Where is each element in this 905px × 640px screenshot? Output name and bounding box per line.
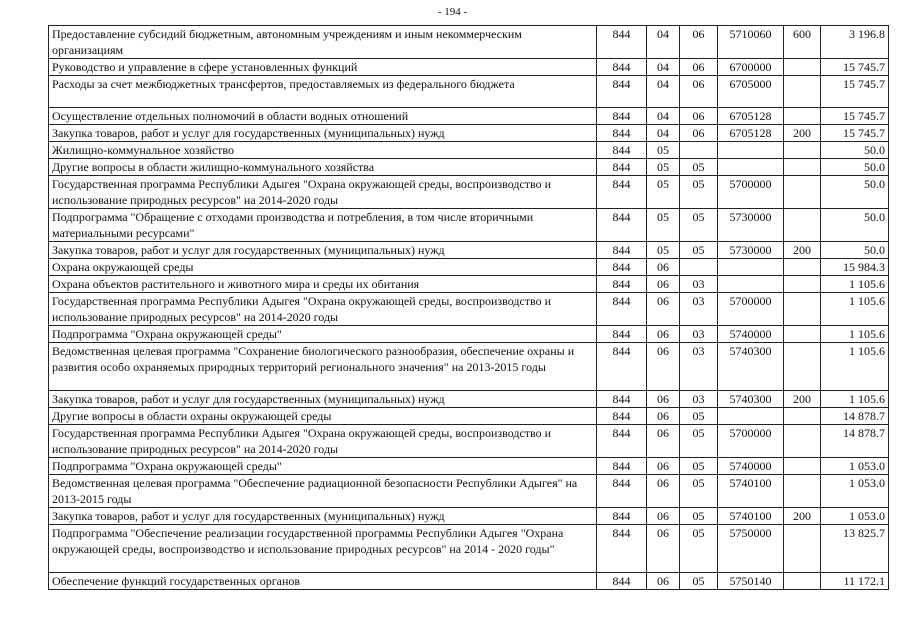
table-row [49, 59, 889, 76]
amount-cell: 14 878.7 [821, 408, 889, 425]
ministry-code-cell: 844 [597, 573, 647, 590]
expense-type-cell: 200 [784, 391, 821, 408]
ministry-code-cell: 844 [597, 525, 647, 573]
subsection-code-cell: 05 [680, 508, 718, 525]
subsection-code-cell: 03 [680, 276, 718, 293]
expense-type-cell [784, 76, 821, 108]
row-name-cell: Предоставление субсидий бюджетным, автономным учреждениям и иным некоммерческим организациям [49, 26, 597, 59]
amount-cell: 1 053.0 [821, 475, 889, 508]
table-row [49, 276, 889, 293]
row-name-cell: Другие вопросы в области жилищно-коммунального хозяйства [49, 159, 597, 176]
section-code-cell: 06 [647, 508, 680, 525]
section-code-cell: 04 [647, 59, 680, 76]
expense-type-cell [784, 59, 821, 76]
target-article-cell: 5740100 [718, 475, 784, 508]
expense-type-cell: 200 [784, 242, 821, 259]
table-row [49, 209, 889, 242]
target-article-cell: 5730000 [718, 242, 784, 259]
subsection-code-cell: 03 [680, 326, 718, 343]
target-article-cell: 5740300 [718, 343, 784, 391]
section-code-cell: 05 [647, 176, 680, 209]
expense-type-cell [784, 209, 821, 242]
table-row [49, 259, 889, 276]
row-name-cell: Подпрограмма "Охрана окружающей среды" [49, 458, 597, 475]
row-name-cell: Подпрограмма "Обращение с отходами производства и потребления, в том числе вторичными материальными ресурсами" [49, 209, 597, 242]
ministry-code-cell: 844 [597, 391, 647, 408]
section-code-cell: 06 [647, 391, 680, 408]
subsection-code-cell: 03 [680, 293, 718, 326]
ministry-code-cell: 844 [597, 159, 647, 176]
expense-type-cell [784, 458, 821, 475]
amount-cell: 1 053.0 [821, 458, 889, 475]
amount-cell: 1 105.6 [821, 293, 889, 326]
section-code-cell: 04 [647, 76, 680, 108]
subsection-code-cell: 06 [680, 108, 718, 125]
ministry-code-cell: 844 [597, 293, 647, 326]
target-article-cell [718, 142, 784, 159]
section-code-cell: 05 [647, 209, 680, 242]
amount-cell: 1 105.6 [821, 391, 889, 408]
section-code-cell: 06 [647, 293, 680, 326]
expense-type-cell [784, 276, 821, 293]
ministry-code-cell: 844 [597, 242, 647, 259]
row-name-cell: Осуществление отдельных полномочий в области водных отношений [49, 108, 597, 125]
subsection-code-cell: 05 [680, 573, 718, 590]
section-code-cell: 04 [647, 108, 680, 125]
expense-type-cell [784, 525, 821, 573]
table-body [49, 26, 889, 590]
row-name-cell: Жилищно-коммунальное хозяйство [49, 142, 597, 159]
table-row [49, 343, 889, 391]
section-code-cell: 05 [647, 242, 680, 259]
subsection-code-cell: 05 [680, 159, 718, 176]
amount-cell: 50.0 [821, 142, 889, 159]
target-article-cell: 5750140 [718, 573, 784, 590]
subsection-code-cell: 03 [680, 343, 718, 391]
ministry-code-cell: 844 [597, 76, 647, 108]
amount-cell: 13 825.7 [821, 525, 889, 573]
section-code-cell: 06 [647, 573, 680, 590]
amount-cell: 1 105.6 [821, 276, 889, 293]
table-row [49, 525, 889, 573]
expense-type-cell [784, 326, 821, 343]
expense-type-cell [784, 159, 821, 176]
ministry-code-cell: 844 [597, 108, 647, 125]
target-article-cell: 5700000 [718, 176, 784, 209]
section-code-cell: 06 [647, 276, 680, 293]
table-row [49, 125, 889, 142]
amount-cell: 15 745.7 [821, 108, 889, 125]
table-row [49, 26, 889, 59]
target-article-cell [718, 408, 784, 425]
amount-cell: 1 105.6 [821, 343, 889, 391]
table-row [49, 425, 889, 458]
target-article-cell: 5700000 [718, 425, 784, 458]
row-name-cell: Государственная программа Республики Адыгея "Охрана окружающей среды, воспроизводство и использование природных ресурсов" на 2014-2020 годы [49, 176, 597, 209]
ministry-code-cell: 844 [597, 326, 647, 343]
subsection-code-cell: 06 [680, 59, 718, 76]
row-name-cell: Государственная программа Республики Адыгея "Охрана окружающей среды, воспроизводство и использование природных ресурсов" на 2014-2020 годы [49, 425, 597, 458]
table-row [49, 391, 889, 408]
section-code-cell: 06 [647, 343, 680, 391]
amount-cell: 15 984.3 [821, 259, 889, 276]
target-article-cell: 6705128 [718, 108, 784, 125]
row-name-cell: Ведомственная целевая программа "Обеспечение радиационной безопасности Республики Адыгея" на 2013-2015 годы [49, 475, 597, 508]
budget-table [48, 25, 889, 590]
subsection-code-cell [680, 259, 718, 276]
subsection-code-cell: 05 [680, 475, 718, 508]
amount-cell: 15 745.7 [821, 76, 889, 108]
table-row [49, 326, 889, 343]
subsection-code-cell: 05 [680, 408, 718, 425]
row-name-cell: Обеспечение функций государственных органов [49, 573, 597, 590]
expense-type-cell [784, 142, 821, 159]
amount-cell: 50.0 [821, 159, 889, 176]
target-article-cell [718, 159, 784, 176]
subsection-code-cell: 05 [680, 209, 718, 242]
target-article-cell: 6700000 [718, 59, 784, 76]
target-article-cell: 5700000 [718, 293, 784, 326]
row-name-cell: Ведомственная целевая программа "Сохранение биологического разнообразия, обеспечение охраны и развития особо охраняемых природных территорий регионального значения" на 2013-2015 годы [49, 343, 597, 391]
page-number: - 194 - [437, 6, 468, 18]
table-row [49, 176, 889, 209]
amount-cell: 15 745.7 [821, 125, 889, 142]
amount-cell: 50.0 [821, 209, 889, 242]
expense-type-cell [784, 475, 821, 508]
expense-type-cell [784, 343, 821, 391]
ministry-code-cell: 844 [597, 408, 647, 425]
section-code-cell: 06 [647, 408, 680, 425]
subsection-code-cell: 06 [680, 125, 718, 142]
subsection-code-cell: 05 [680, 242, 718, 259]
amount-cell: 50.0 [821, 176, 889, 209]
row-name-cell: Государственная программа Республики Адыгея "Охрана окружающей среды, воспроизводство и использование природных ресурсов" на 2014-2020 годы [49, 293, 597, 326]
row-name-cell: Закупка товаров, работ и услуг для государственных (муниципальных) нужд [49, 242, 597, 259]
section-code-cell: 04 [647, 26, 680, 59]
target-article-cell: 5740100 [718, 508, 784, 525]
target-article-cell: 5740000 [718, 458, 784, 475]
target-article-cell: 5730000 [718, 209, 784, 242]
ministry-code-cell: 844 [597, 508, 647, 525]
section-code-cell: 05 [647, 159, 680, 176]
subsection-code-cell [680, 142, 718, 159]
expense-type-cell [784, 408, 821, 425]
amount-cell: 1 053.0 [821, 508, 889, 525]
row-name-cell: Подпрограмма "Обеспечение реализации государственной программы Республики Адыгея "Охрана окружающей среды, воспроизводство и использование природных ресурсов" на 2014 - 2020 годы" [49, 525, 597, 573]
table-row [49, 573, 889, 590]
subsection-code-cell: 05 [680, 458, 718, 475]
target-article-cell: 5750000 [718, 525, 784, 573]
section-code-cell: 06 [647, 259, 680, 276]
subsection-code-cell: 03 [680, 391, 718, 408]
subsection-code-cell: 06 [680, 76, 718, 108]
row-name-cell: Подпрограмма "Охрана окружающей среды" [49, 326, 597, 343]
target-article-cell: 6705128 [718, 125, 784, 142]
subsection-code-cell: 06 [680, 26, 718, 59]
subsection-code-cell: 05 [680, 176, 718, 209]
expense-type-cell: 200 [784, 508, 821, 525]
ministry-code-cell: 844 [597, 59, 647, 76]
table-row [49, 475, 889, 508]
target-article-cell [718, 276, 784, 293]
row-name-cell: Закупка товаров, работ и услуг для государственных (муниципальных) нужд [49, 391, 597, 408]
table-row [49, 242, 889, 259]
amount-cell: 1 105.6 [821, 326, 889, 343]
ministry-code-cell: 844 [597, 425, 647, 458]
section-code-cell: 05 [647, 142, 680, 159]
expense-type-cell [784, 176, 821, 209]
amount-cell: 50.0 [821, 242, 889, 259]
row-name-cell: Закупка товаров, работ и услуг для государственных (муниципальных) нужд [49, 125, 597, 142]
row-name-cell: Руководство и управление в сфере установленных функций [49, 59, 597, 76]
ministry-code-cell: 844 [597, 125, 647, 142]
section-code-cell: 04 [647, 125, 680, 142]
ministry-code-cell: 844 [597, 26, 647, 59]
ministry-code-cell: 844 [597, 343, 647, 391]
ministry-code-cell: 844 [597, 176, 647, 209]
expense-type-cell: 600 [784, 26, 821, 59]
ministry-code-cell: 844 [597, 142, 647, 159]
row-name-cell: Закупка товаров, работ и услуг для государственных (муниципальных) нужд [49, 508, 597, 525]
table-row [49, 458, 889, 475]
ministry-code-cell: 844 [597, 209, 647, 242]
target-article-cell [718, 259, 784, 276]
table-row [49, 142, 889, 159]
ministry-code-cell: 844 [597, 475, 647, 508]
amount-cell: 14 878.7 [821, 425, 889, 458]
row-name-cell: Охрана объектов растительного и животного мира и среды их обитания [49, 276, 597, 293]
table-row [49, 293, 889, 326]
target-article-cell: 5710060 [718, 26, 784, 59]
table-row [49, 76, 889, 108]
table-row [49, 108, 889, 125]
expense-type-cell: 200 [784, 125, 821, 142]
row-name-cell: Охрана окружающей среды [49, 259, 597, 276]
target-article-cell: 5740000 [718, 326, 784, 343]
expense-type-cell [784, 425, 821, 458]
table-row [49, 159, 889, 176]
ministry-code-cell: 844 [597, 276, 647, 293]
table-row [49, 508, 889, 525]
section-code-cell: 06 [647, 326, 680, 343]
section-code-cell: 06 [647, 475, 680, 508]
row-name-cell: Расходы за счет межбюджетных трансфертов, предоставляемых из федерального бюджета [49, 76, 597, 108]
section-code-cell: 06 [647, 458, 680, 475]
section-code-cell: 06 [647, 525, 680, 573]
expense-type-cell [784, 259, 821, 276]
expense-type-cell [784, 108, 821, 125]
subsection-code-cell: 05 [680, 525, 718, 573]
target-article-cell: 6705000 [718, 76, 784, 108]
expense-type-cell [784, 573, 821, 590]
ministry-code-cell: 844 [597, 458, 647, 475]
section-code-cell: 06 [647, 425, 680, 458]
ministry-code-cell: 844 [597, 259, 647, 276]
amount-cell: 3 196.8 [821, 26, 889, 59]
target-article-cell: 5740300 [718, 391, 784, 408]
amount-cell: 15 745.7 [821, 59, 889, 76]
amount-cell: 11 172.1 [821, 573, 889, 590]
subsection-code-cell: 05 [680, 425, 718, 458]
table-row [49, 408, 889, 425]
row-name-cell: Другие вопросы в области охраны окружающей среды [49, 408, 597, 425]
expense-type-cell [784, 293, 821, 326]
